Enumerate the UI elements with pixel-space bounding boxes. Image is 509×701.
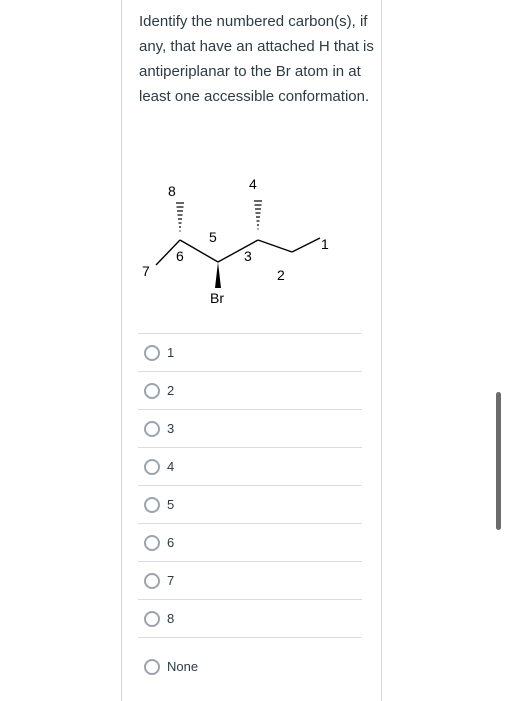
option-label: 4	[167, 459, 175, 474]
atom-label-5: 5	[209, 229, 217, 245]
atom-label-3: 3	[244, 248, 252, 264]
option-1[interactable]	[138, 333, 362, 371]
option-2[interactable]	[138, 371, 362, 409]
radio-button[interactable]	[144, 659, 160, 675]
atom-label-1: 1	[321, 236, 329, 252]
radio-button[interactable]	[144, 421, 160, 437]
quiz-panel	[121, 0, 382, 701]
radio-button[interactable]	[144, 535, 160, 551]
answer-options	[138, 333, 362, 695]
option-7[interactable]	[138, 561, 362, 599]
option-label: None	[167, 659, 199, 674]
scrollbar-thumb[interactable]	[496, 392, 501, 530]
hash-bond-8	[176, 203, 184, 231]
molecule-structure	[122, 167, 383, 317]
atom-label-2: 2	[277, 267, 285, 283]
radio-button[interactable]	[144, 383, 160, 399]
option-4[interactable]	[138, 447, 362, 485]
wedge-bond-br	[215, 262, 221, 288]
hash-bond-4	[254, 201, 262, 229]
atom-label-6: 6	[176, 248, 184, 264]
atom-label-8: 8	[168, 183, 176, 199]
option-label: 2	[167, 383, 175, 398]
option-label: 7	[167, 573, 175, 588]
option-8[interactable]	[138, 599, 362, 637]
option-label: 1	[167, 345, 175, 360]
atom-label-7: 7	[142, 263, 150, 279]
option-label: 6	[167, 535, 175, 550]
option-5[interactable]	[138, 485, 362, 523]
radio-button[interactable]	[144, 497, 160, 513]
option-none[interactable]	[138, 637, 362, 695]
option-label: 3	[167, 421, 175, 436]
option-label: 5	[167, 497, 175, 512]
option-3[interactable]	[138, 409, 362, 447]
radio-button[interactable]	[144, 573, 160, 589]
radio-button[interactable]	[144, 459, 160, 475]
radio-button[interactable]	[144, 345, 160, 361]
atom-label-br: Br	[210, 290, 224, 306]
option-label: 8	[167, 611, 175, 626]
radio-button[interactable]	[144, 611, 160, 627]
option-6[interactable]	[138, 523, 362, 561]
atom-label-4: 4	[249, 176, 257, 192]
question-text: Identify the numbered carbon(s), if any, that have an attached H that is antiperiplanar to the Br atom in at least one accessible conformation.	[139, 13, 374, 105]
